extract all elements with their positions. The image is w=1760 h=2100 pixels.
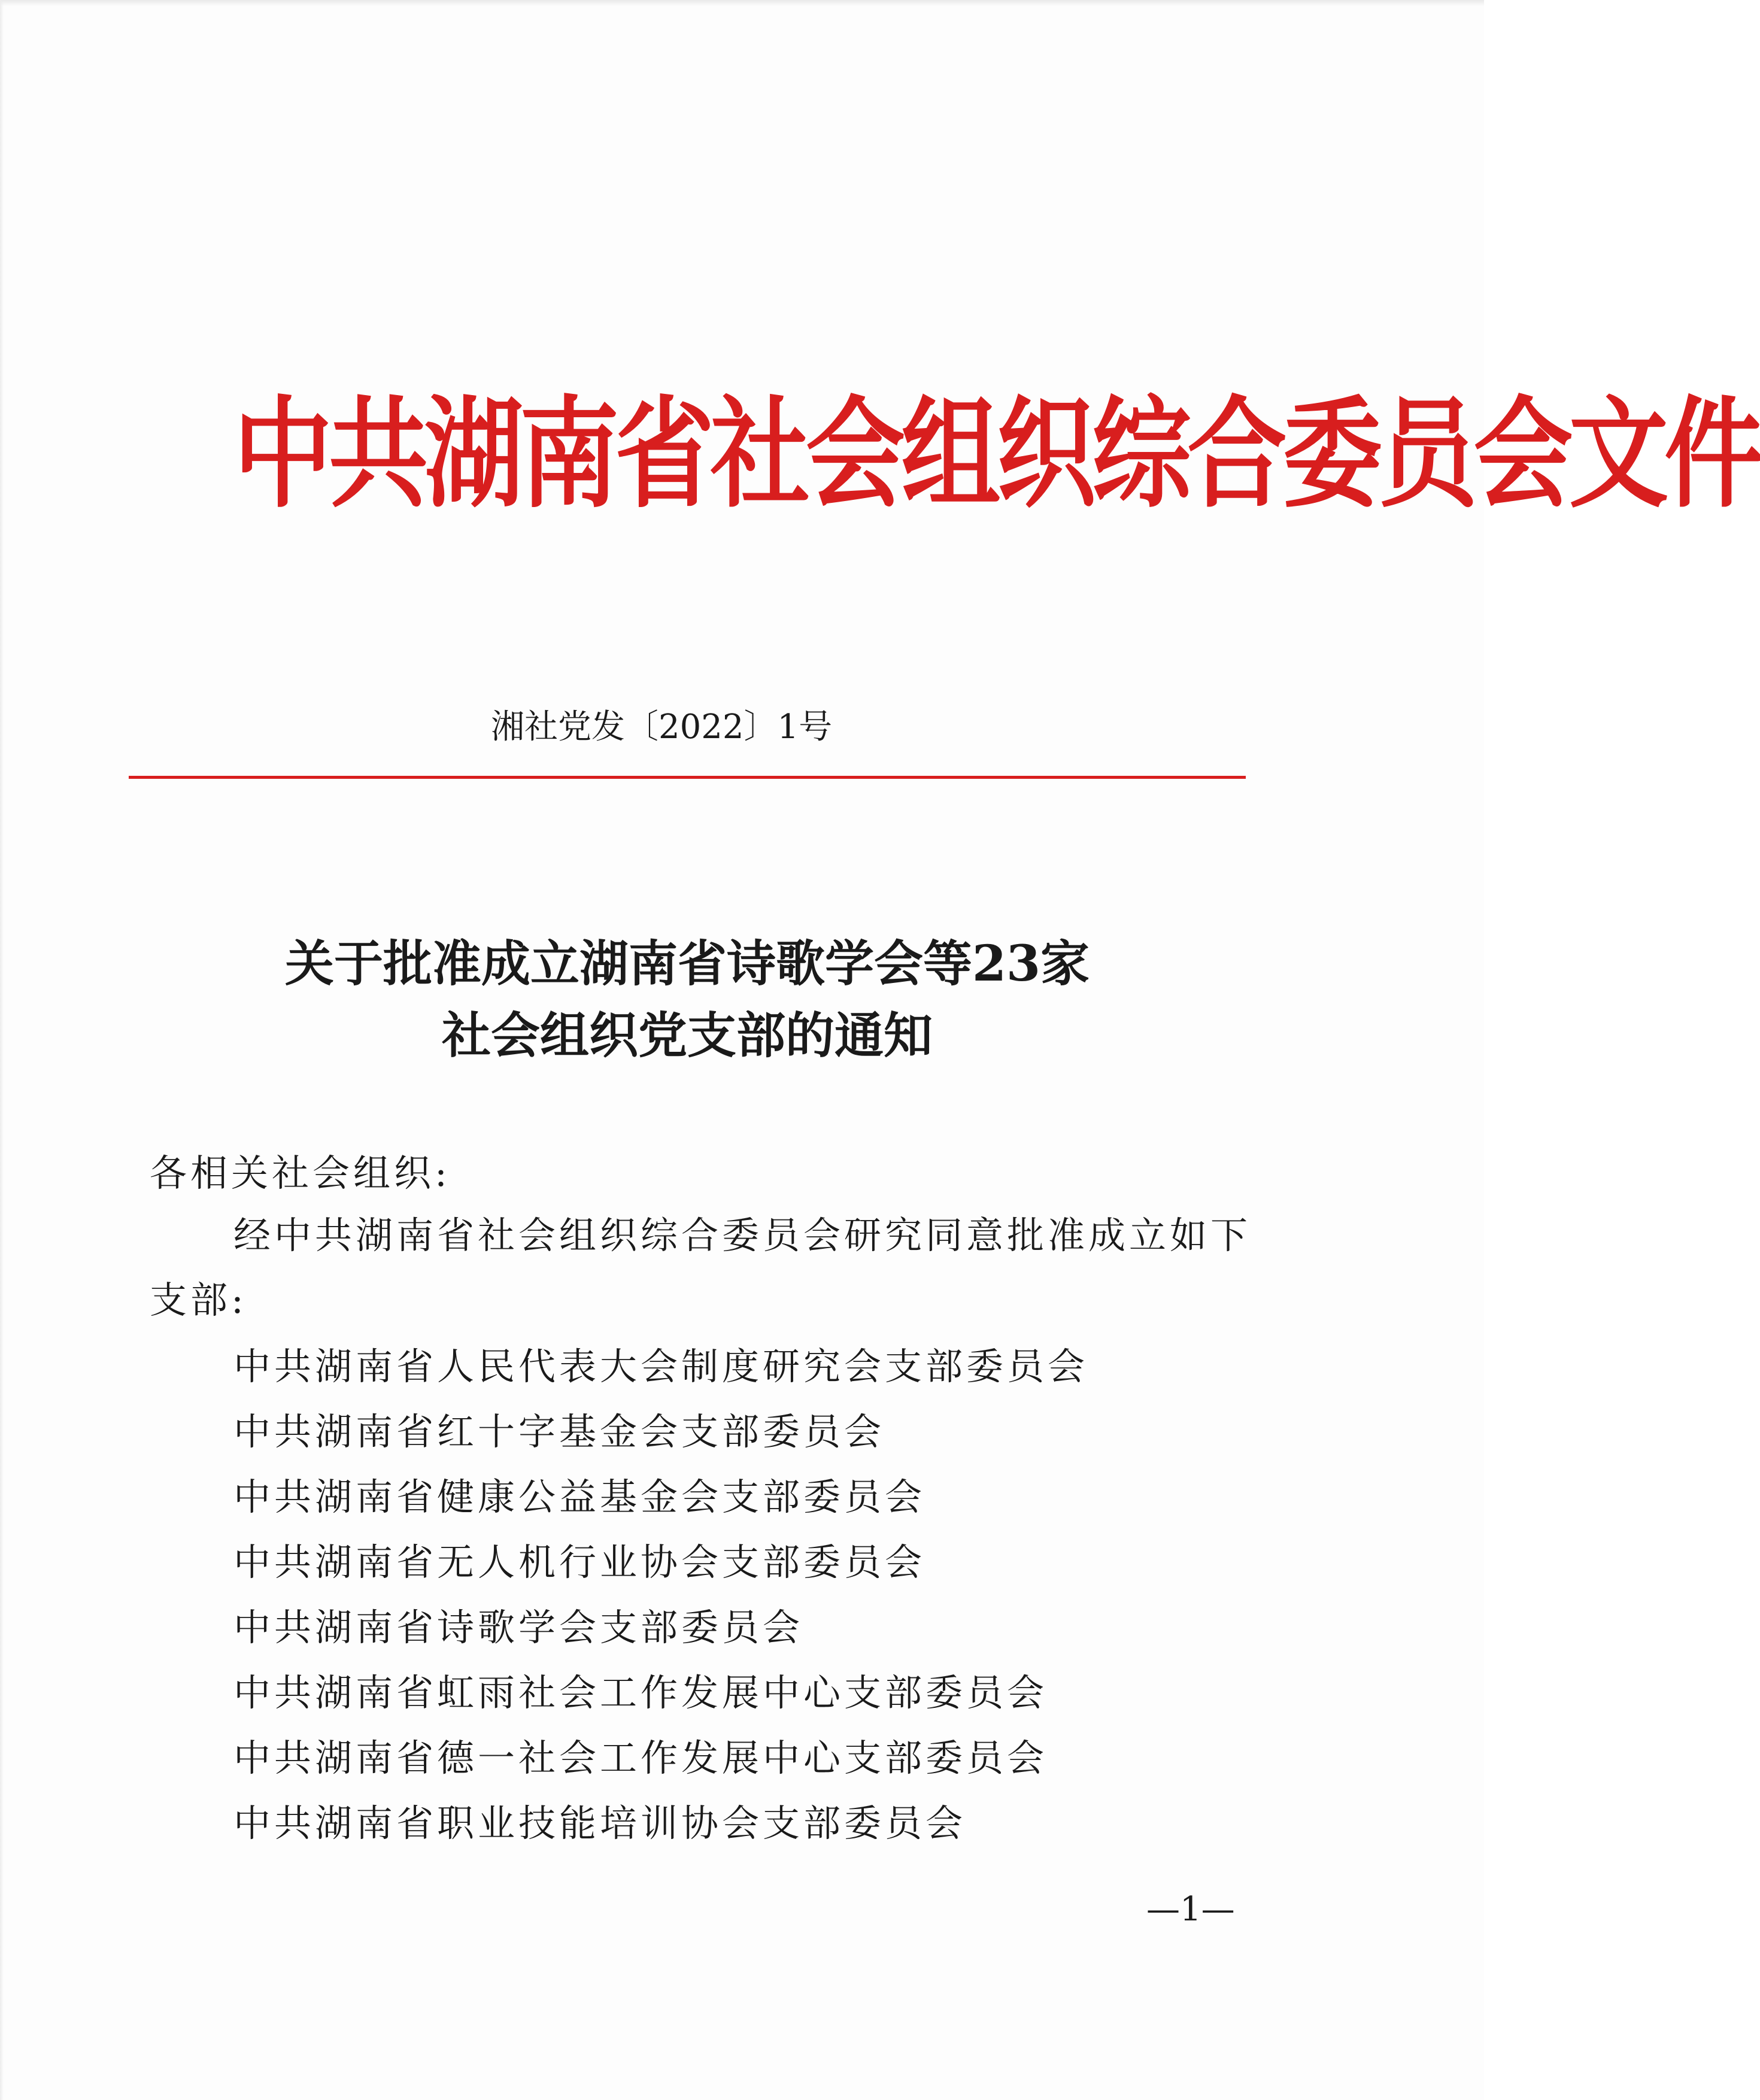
branch-list-item: 中共湖南省红十字基金会支部委员会 <box>233 1410 885 1453</box>
body-paragraph <box>150 1203 1257 1333</box>
document-number: 湘社党发〔2022〕1号 <box>491 708 833 746</box>
scan-edge-left <box>0 0 4 2100</box>
branch-list-item: 中共湖南省人民代表大会制度研究会支部委员会 <box>233 1345 1089 1388</box>
branch-list <box>233 1334 1088 1856</box>
body-paragraph-line-2: 支部: <box>150 1278 247 1322</box>
page-number: —1— <box>1146 1890 1235 1929</box>
branch-list-item: 中共湖南省德一社会工作发展中心支部委员会 <box>233 1736 1048 1780</box>
scan-edge-top <box>0 0 1484 6</box>
body-paragraph-line-1: 经中共湖南省社会组织综合委员会研究同意批准成立如下 <box>233 1213 1252 1257</box>
notice-title-line-2: 社会组织党支部的通知 <box>441 1007 933 1064</box>
notice-title <box>129 928 1246 1072</box>
notice-title-line-1: 关于批准成立湖南省诗歌学会等23家 <box>284 935 1090 993</box>
red-divider-line <box>129 776 1246 779</box>
branch-list-item: 中共湖南省虹雨社会工作发展中心支部委员会 <box>233 1671 1048 1714</box>
branch-list-item: 中共湖南省职业技能培训协会支部委员会 <box>233 1801 967 1845</box>
branch-list-item: 中共湖南省健康公益基金会支部委员会 <box>233 1475 926 1519</box>
salutation: 各相关社会组织: <box>150 1151 451 1195</box>
red-masthead-title: 中共湖南省社会组织综合委员会文件 <box>233 385 1760 524</box>
branch-list-item: 中共湖南省无人机行业协会支部委员会 <box>233 1540 926 1584</box>
branch-list-item: 中共湖南省诗歌学会支部委员会 <box>233 1606 804 1649</box>
